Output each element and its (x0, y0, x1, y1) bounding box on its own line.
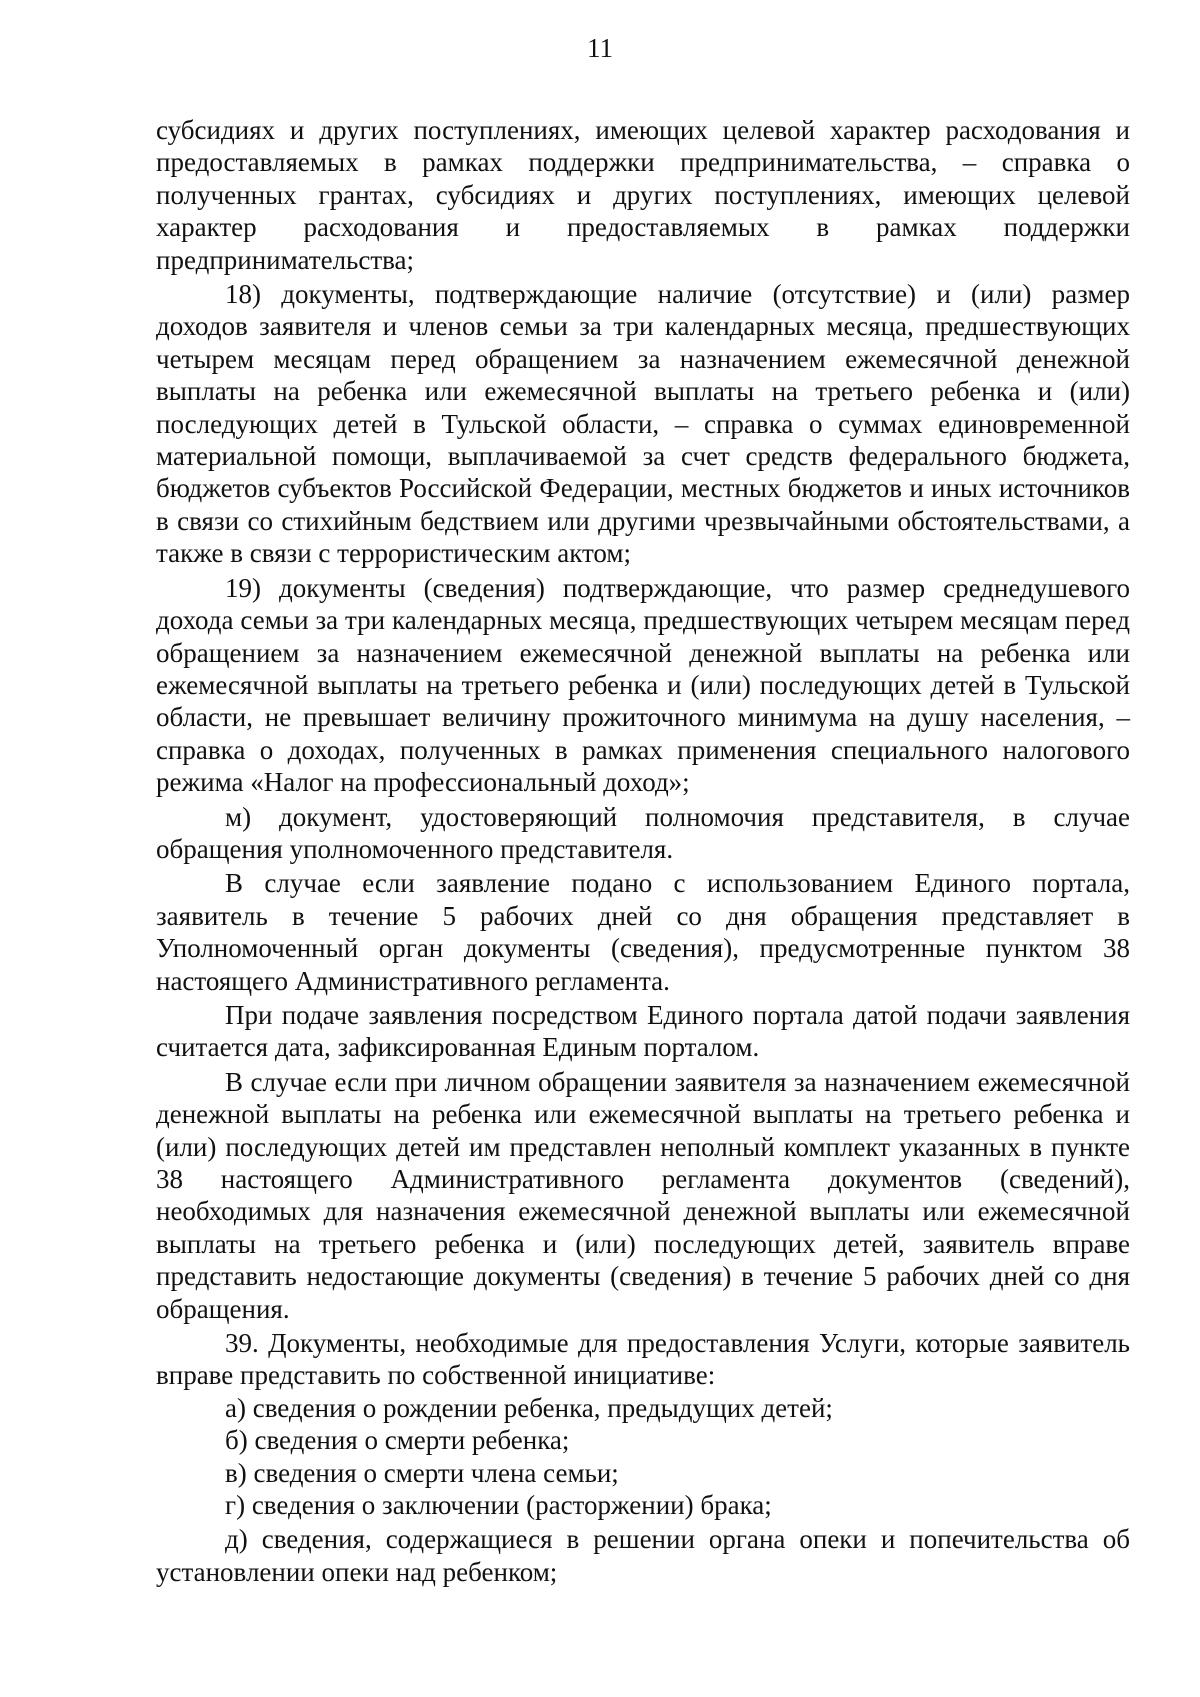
list-item: г) сведения о заключении (расторжении) брака; (225, 1490, 772, 1521)
list-item: в) сведения о смерти члена семьи; (225, 1457, 619, 1488)
list-item: а) сведения о рождении ребенка, предыдущих детей; (225, 1392, 833, 1423)
paragraph-item-d: д) сведения, содержащиеся в решении органа опеки и попечительства об установлении опеки над ребенком; (156, 1524, 1130, 1587)
paragraph-item-18: 18) документы, подтверждающие наличие (отсутствие) и (или) размер доходов заявителя и членов семьи за три календарных месяца, предшествующих четырем месяцам перед обращением за назначением ежемесячной денежной выплаты на ребенка или ежемесячной выплаты на третьего ребенка и (или) последующих детей в Тульской области, – справка о суммах единовременной материальной помощи, выплачиваемой за счет средств федерального бюджета, бюджетов субъектов Российской Федерации, местных бюджетов и иных источников в связи со стихийным бедствием или другими чрезвычайными обстоятельствами, а также в связи с террористическим актом; (156, 279, 1130, 569)
document-body (156, 114, 1130, 1588)
paragraph-unified-portal: В случае если заявление подано с использованием Единого портала, заявитель в течение 5 рабочих дней со дня обращения представляет в Уполномоченный орган документы (сведения), предусмотренные пунктом 38 настоящего Административного регламента. (156, 868, 1130, 996)
paragraph-item-m: м) документ, удостоверяющий полномочия представителя, в случае обращения уполномоченного представителя. (156, 801, 1130, 864)
list-item: б) сведения о смерти ребенка; (225, 1425, 570, 1456)
paragraph-grants-continuation: субсидиях и других поступлениях, имеющих целевой характер расходования и предоставляемых в рамках поддержки предпринимательства, – справка о полученных грантах, субсидиях и других поступлениях, имеющих целевой характер расходования и предоставляемых в рамках поддержки предпринимательства; (156, 115, 1130, 275)
paragraph-incomplete-set: В случае если при личном обращении заявителя за назначением ежемесячной денежной выплаты на ребенка или ежемесячной выплаты на третьего ребенка и (или) последующих детей им представлен неполный комплект указанных в пункте 38 настоящего Административного регламента документов (сведений), необходимых для назначения ежемесячной денежной выплаты или ежемесячной выплаты на третьего ребенка и (или) последующих детей, заявитель вправе представить недостающие документы (сведения) в течение 5 рабочих дней со дня обращения. (156, 1066, 1130, 1324)
optional-documents-list (156, 1392, 1130, 1522)
paragraph-submission-date: При подаче заявления посредством Единого портала датой подачи заявления считается дата, зафиксированная Единым порталом. (156, 999, 1130, 1063)
page-number: 11 (587, 33, 613, 63)
paragraph-item-19: 19) документы (сведения) подтверждающие, что размер среднедушевого дохода семьи за три календарных месяца, предшествующих четырем месяцам перед обращением за назначением ежемесячной денежной выплаты на ребенка или ежемесячной выплаты на третьего ребенка и (или) последующих детей в Тульской области, не превышает величину прожиточного минимума на душу населения, – справка о доходах, полученных в рамках применения специального налогового режима «Налог на профессиональный доход»; (156, 572, 1130, 798)
paragraph-item-39: 39. Документы, необходимые для предоставления Услуги, которые заявитель вправе представить по собственной инициативе: (156, 1328, 1130, 1391)
